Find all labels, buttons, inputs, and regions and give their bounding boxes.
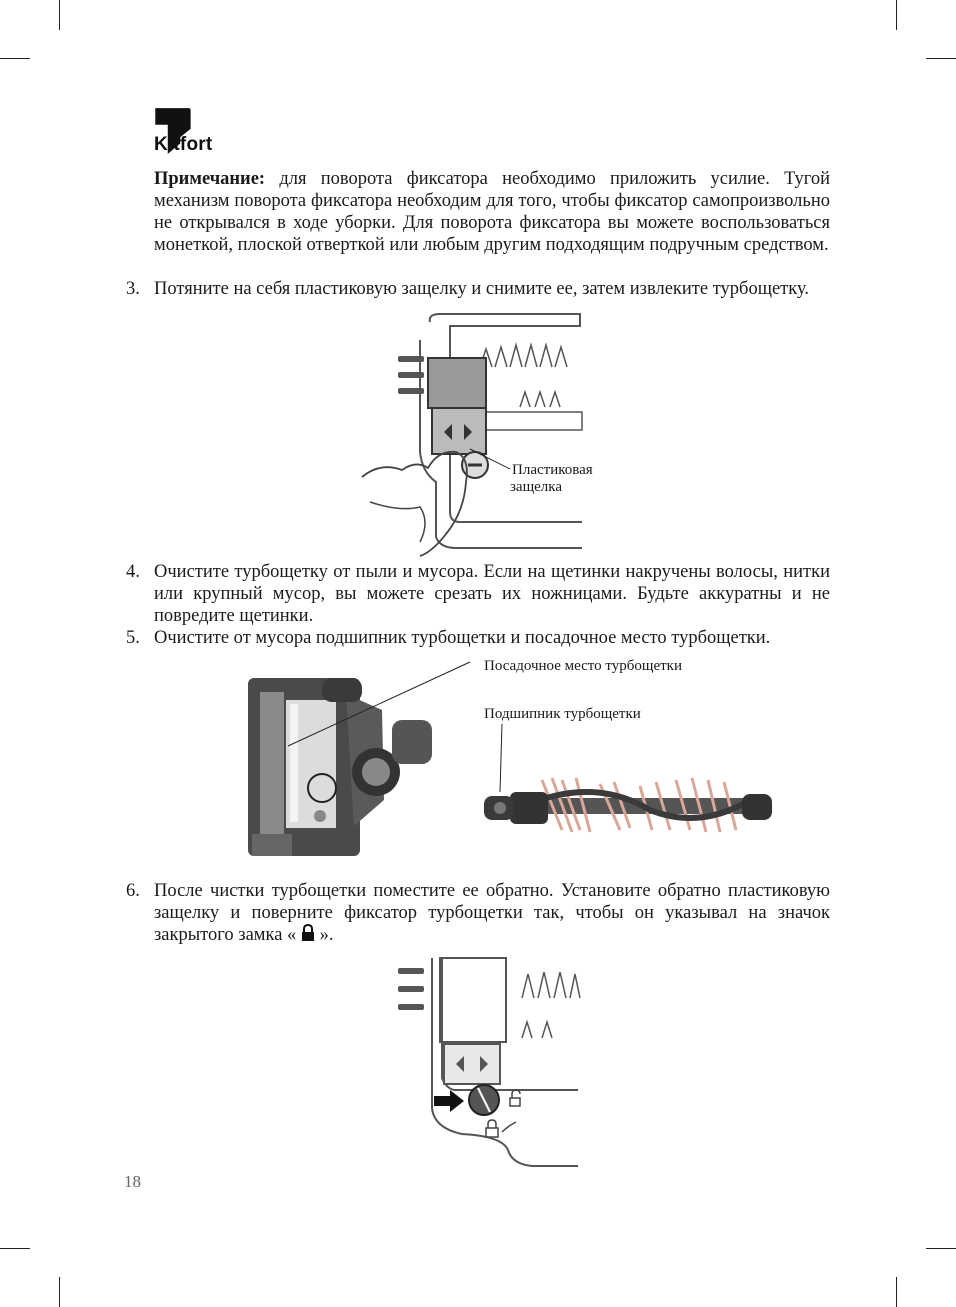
crop-mark	[896, 0, 897, 30]
lock-icon	[301, 924, 315, 942]
crop-mark	[0, 58, 30, 59]
latch-installed-illustration	[392, 958, 592, 1178]
note-paragraph	[154, 168, 830, 256]
crop-mark	[926, 1248, 956, 1249]
brand-name: Kitfort	[154, 134, 213, 155]
step-number: 3.	[126, 279, 140, 299]
brush-roll-illustration	[480, 770, 780, 840]
crop-mark	[59, 1277, 60, 1307]
step-text-before: После чистки турбощетки поместите ее обратно. Установите обратно пластиковую защелку и поверните фиксатор турбощетки так, чтобы он указывал на значок закрытого замка «	[154, 881, 830, 945]
latch-removal-illustration	[360, 312, 600, 557]
caption-latch-line2: защелка	[510, 479, 562, 495]
crop-mark	[59, 0, 60, 30]
crop-mark	[0, 1248, 30, 1249]
brush-head-illustration	[246, 670, 446, 870]
step-number: 5.	[126, 628, 140, 648]
caption-bearing: Подшипник турбощетки	[484, 706, 641, 722]
step-text: Очистите турбощетку от пыли и мусора. Если на щетинки накручены волосы, нитки или крупный мусор, вы можете срезать их ножницами. Будьте аккуратны и не повредите щетинки.	[154, 562, 830, 626]
step-number: 6.	[126, 881, 140, 901]
note-label: Примечание:	[154, 169, 266, 189]
caption-seat: Посадочное место турбощетки	[484, 658, 682, 674]
step-text-after: ».	[319, 925, 334, 945]
step-text: Очистите от мусора подшипник турбощетки и посадочное место турбощетки.	[154, 628, 771, 648]
crop-mark	[896, 1277, 897, 1307]
note-text: для поворота фиксатора необходимо приложить усилие. Тугой механизм поворота фиксатора необходим для того, чтобы фиксатор самопроизвольно не открывался в ходе уборки. Для поворота фиксатора вы можете воспользоваться монеткой, плоской отверткой или любым другим подходящим подручным средством.	[154, 169, 830, 255]
crop-mark	[926, 58, 956, 59]
step-text	[154, 880, 830, 946]
step-number: 4.	[126, 562, 140, 582]
page-number: 18	[124, 1172, 141, 1191]
caption-latch-line1: Пластиковая	[512, 462, 593, 478]
step-text: Потяните на себя пластиковую защелку и снимите ее, затем извлеките турбощетку.	[154, 279, 810, 299]
